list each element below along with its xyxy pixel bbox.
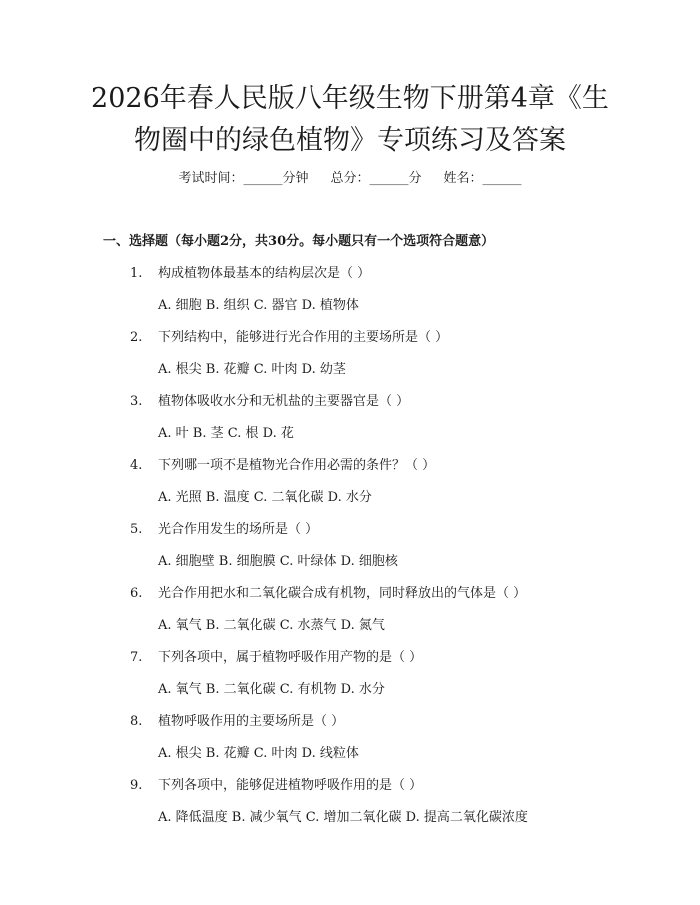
question-7 [130, 646, 422, 665]
question-4 [130, 454, 435, 473]
question-number: 5. [130, 522, 143, 537]
section-heading-choice: 一、选择题（每小题2分，共30分。每小题只有一个选项符合题意） [103, 234, 495, 249]
question-2 [130, 326, 448, 345]
exam-time-field: 考试时间：______分钟 [178, 171, 309, 186]
question-number: 8. [130, 714, 143, 729]
question-text: 植物呼吸作用的主要场所是（ ） [158, 714, 345, 729]
question-text: 光合作用把水和二氧化碳合成有机物，同时释放出的气体是（ ） [158, 586, 527, 601]
question-text: 构成植物体最基本的结构层次是（ ） [158, 266, 371, 281]
question-number: 6. [130, 586, 143, 601]
question-text: 下列结构中，能够进行光合作用的主要场所是（ ） [158, 330, 449, 345]
question-text: 下列哪一项不是植物光合作用必需的条件？（ ） [158, 458, 436, 473]
question-8 [130, 710, 344, 729]
exam-name-field: 姓名：______ [443, 171, 522, 186]
question-6 [130, 582, 526, 601]
document-title [60, 78, 640, 162]
question-6-options: A. 氧气 B. 二氧化碳 C. 水蒸气 D. 氮气 [158, 618, 385, 633]
question-9-options: A. 降低温度 B. 减少氧气 C. 增加二氧化碳 D. 提高二氧化碳浓度 [158, 810, 528, 825]
question-number: 2. [130, 330, 143, 345]
question-number: 7. [130, 650, 143, 665]
question-9 [130, 774, 422, 793]
question-4-options: A. 光照 B. 温度 C. 二氧化碳 D. 水分 [158, 490, 372, 505]
question-8-options: A. 根尖 B. 花瓣 C. 叶肉 D. 线粒体 [158, 746, 359, 761]
exam-meta [0, 167, 700, 186]
title-line-1: 2026年春人民版八年级生物下册第4章《生 [91, 83, 609, 114]
question-number: 4. [130, 458, 143, 473]
question-5 [130, 518, 318, 537]
question-1-options: A. 细胞 B. 组织 C. 器官 D. 植物体 [158, 298, 359, 313]
title-line-2: 物圈中的绿色植物》专项练习及答案 [134, 125, 566, 156]
question-2-options: A. 根尖 B. 花瓣 C. 叶肉 D. 幼茎 [158, 362, 346, 377]
question-1 [130, 262, 370, 281]
question-3-options: A. 叶 B. 茎 C. 根 D. 花 [158, 426, 294, 441]
question-5-options: A. 细胞壁 B. 细胞膜 C. 叶绿体 D. 细胞核 [158, 554, 398, 569]
question-text: 下列各项中，能够促进植物呼吸作用的是（ ） [158, 778, 423, 793]
question-number: 9. [130, 778, 143, 793]
question-3 [130, 390, 409, 409]
exam-score-field: 总分：______分 [330, 171, 422, 186]
question-number: 3. [130, 394, 143, 409]
question-text: 植物体吸收水分和无机盐的主要器官是（ ） [158, 394, 410, 409]
question-number: 1. [130, 266, 143, 281]
question-7-options: A. 氧气 B. 二氧化碳 C. 有机物 D. 水分 [158, 682, 385, 697]
question-text: 下列各项中，属于植物呼吸作用产物的是（ ） [158, 650, 423, 665]
question-text: 光合作用发生的场所是（ ） [158, 522, 319, 537]
